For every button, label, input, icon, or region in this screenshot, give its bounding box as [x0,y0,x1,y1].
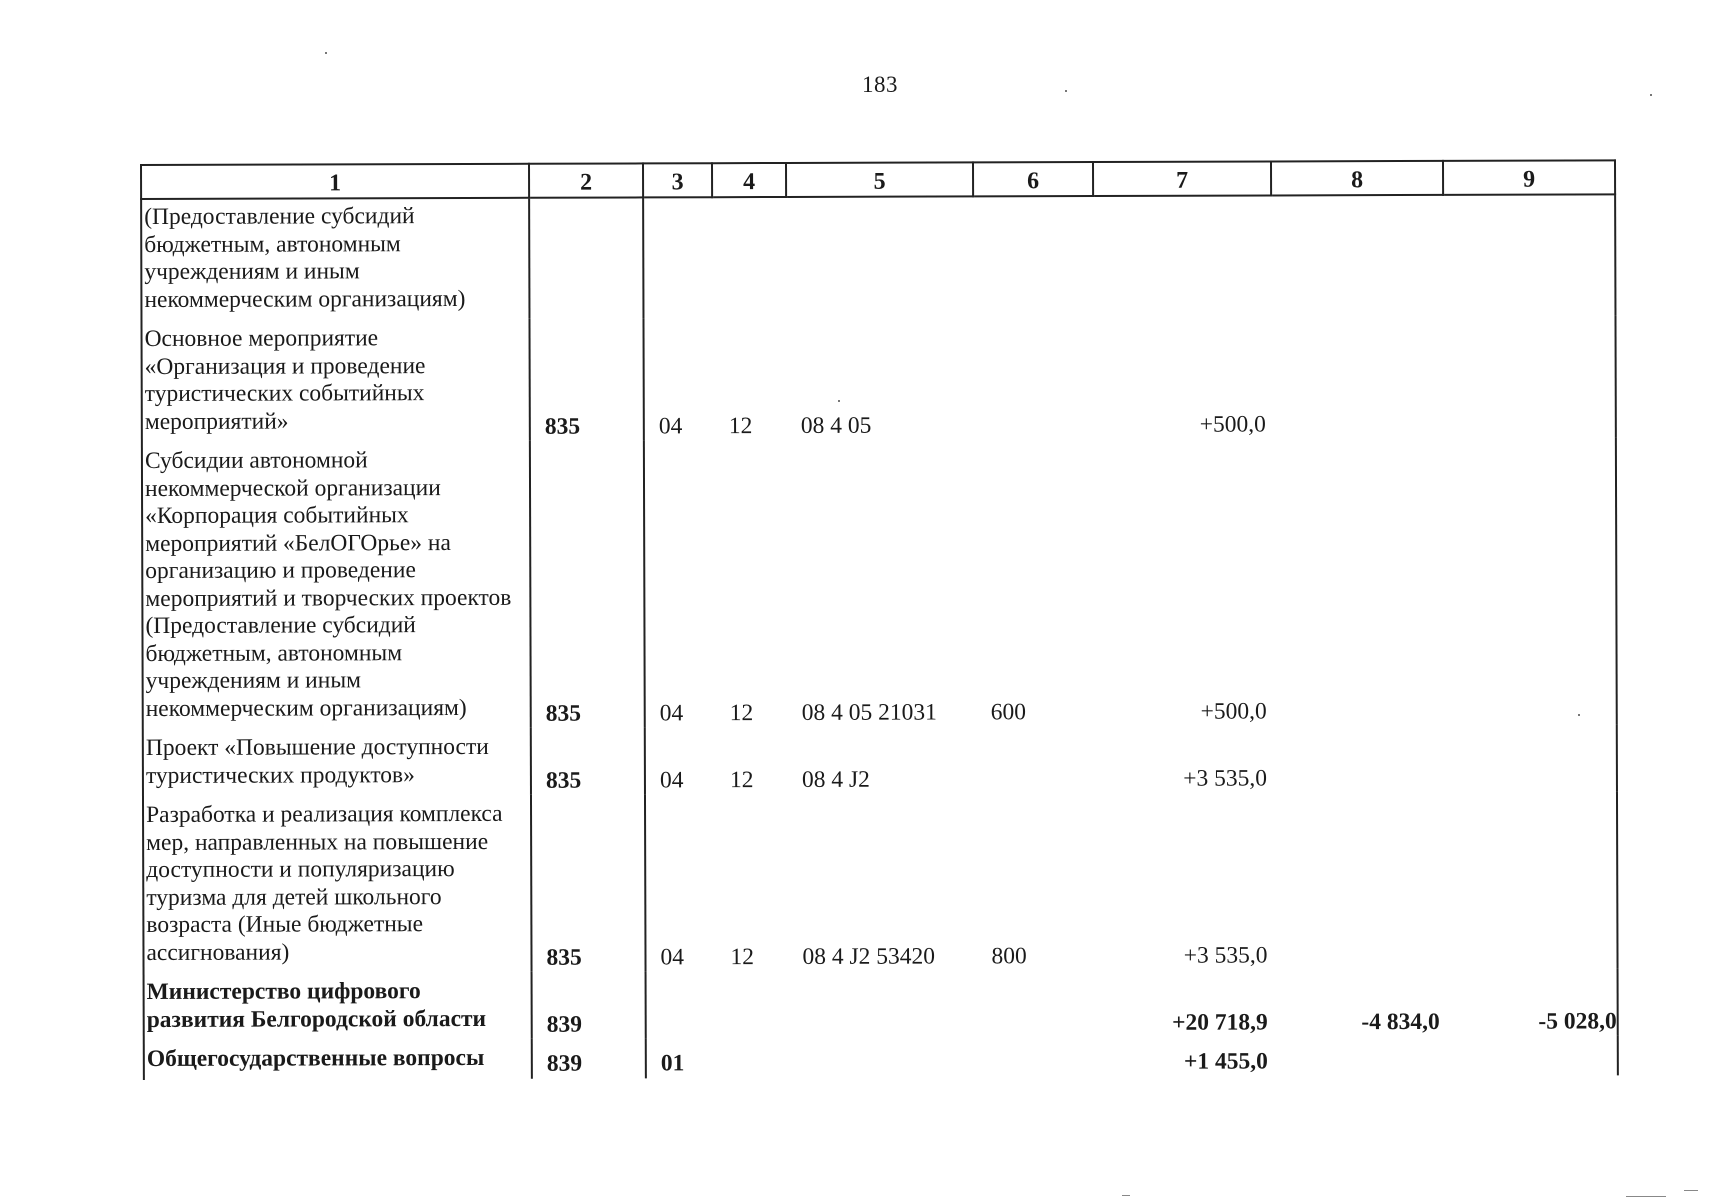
column-header: 9 [1443,160,1615,195]
cell-subsection: 12 [730,943,755,970]
cell-grbs: 835 [531,794,646,971]
cell-subsection: 12 [728,412,753,439]
cell-target-article [789,1037,976,1077]
cell-amount-col7: +500,0 [1199,410,1266,438]
table-row [142,437,1617,729]
cell-expense-type: 600 [990,698,1027,725]
cell-name: Общегосударственные вопросы [144,1039,532,1080]
cell-grbs [529,197,643,318]
cell-grbs: 839 [532,1038,646,1078]
cell-grbs: 835 [529,318,643,440]
cell-expense-type [973,317,1093,439]
cell-section [646,971,715,1038]
cell-amount-col9 [1446,1035,1618,1075]
cell-amount-col8 [1272,438,1445,726]
column-header: 7 [1093,161,1271,196]
scan-speck [325,52,327,54]
cell-expense-type [976,1037,1096,1077]
cell-amount-col8 [1271,316,1443,439]
cell-name: Субсидии автономной некоммерческой организации «Корпорация событийных мероприятий «БелОГОрье» на организацию и проведение мероприятий и творческих проектов (Предоставление субсидий бюджетным, автономным учреждениям и иным некоммерческим организациям) [142,441,531,729]
table-row [141,315,1615,442]
table-row [143,724,1617,796]
table-row [143,791,1618,973]
column-header: 6 [973,162,1093,196]
cell-section: 04 [643,318,712,440]
cell-subsection: 12 [729,766,754,793]
cell-section: 01 [646,1038,715,1078]
table-header-row [141,160,1615,199]
cell-expense-type [973,196,1093,317]
page-number: 183 [862,72,898,97]
column-header: 2 [529,163,643,197]
cell-name: Основное мероприятие «Организация и проведение туристических событийных мероприятий» [141,319,529,442]
cell-amount-col8 [1273,792,1446,970]
cell-subsection [715,971,789,1038]
cell-amount-col7: +500,0 [1200,697,1267,725]
cell-subsection: 12 [729,699,754,726]
cell-amount-col9 [1443,315,1615,438]
cell-amount-col7: +20 718,9 [1172,1008,1268,1036]
budget-table [140,159,1619,1079]
cell-name: Проект «Повышение доступности туристических продуктов» [143,728,531,796]
scan-corner-mark [1122,1195,1130,1196]
table-row [144,968,1618,1040]
cell-target-article: 08 4 J2 53420 [802,943,936,970]
column-header: 1 [141,164,529,199]
cell-amount-col8 [1273,725,1445,793]
cell-expense-type [975,726,1095,793]
scan-speck [1650,94,1652,96]
table-row [144,1035,1618,1079]
cell-grbs: 835 [531,727,645,794]
cell-target-article: 08 4 05 21031 [801,698,937,726]
cell-amount-col8 [1274,1036,1446,1076]
cell-name: (Предоставление субсидий бюджетным, автономным учреждениям и иным некоммерческим организациям) [141,198,529,320]
cell-expense-type: 800 [991,942,1027,969]
cell-section [643,197,712,318]
cell-section: 04 [645,727,714,794]
cell-subsection [715,1038,789,1078]
cell-name: Министерство цифрового развития Белгородской области [144,972,532,1040]
cell-amount-col9 [1444,437,1617,725]
column-header: 4 [712,163,786,197]
cell-grbs: 839 [532,971,646,1038]
cell-amount-col8: -4 834,0 [1361,1008,1440,1035]
cell-section: 04 [645,794,715,971]
cell-target-article: 08 4 J2 [801,766,870,793]
scan-corner-mark [1626,1196,1666,1197]
cell-subsection [712,197,786,318]
table-row [141,194,1615,320]
scan-corner-mark [1684,1190,1698,1191]
cell-target-article [789,970,976,1038]
cell-amount-col9 [1443,194,1615,316]
cell-amount-col9 [1445,791,1618,969]
cell-amount-col7: +3 535,0 [1183,941,1268,969]
column-header: 5 [786,162,973,197]
cell-target-article [786,196,973,318]
cell-amount-col9: -5 028,0 [1446,968,1618,1036]
cell-amount-col7 [1093,195,1271,317]
column-header: 3 [643,163,712,197]
cell-amount-col9 [1445,724,1617,792]
cell-section: 04 [644,440,714,727]
cell-target-article: 08 4 05 [800,412,872,439]
cell-grbs: 835 [530,440,645,727]
cell-amount-col7: +1 455,0 [1183,1048,1268,1075]
cell-expense-type [976,970,1096,1037]
cell-amount-col8 [1271,195,1443,317]
scan-speck [1065,90,1067,92]
cell-amount-col7: +3 535,0 [1183,764,1267,792]
cell-name: Разработка и реализация комплекса мер, направленных на повышение доступности и популяризацию туризма для детей школьного возраста (Иные бюджетные ассигнования) [143,795,532,973]
column-header: 8 [1271,161,1443,196]
